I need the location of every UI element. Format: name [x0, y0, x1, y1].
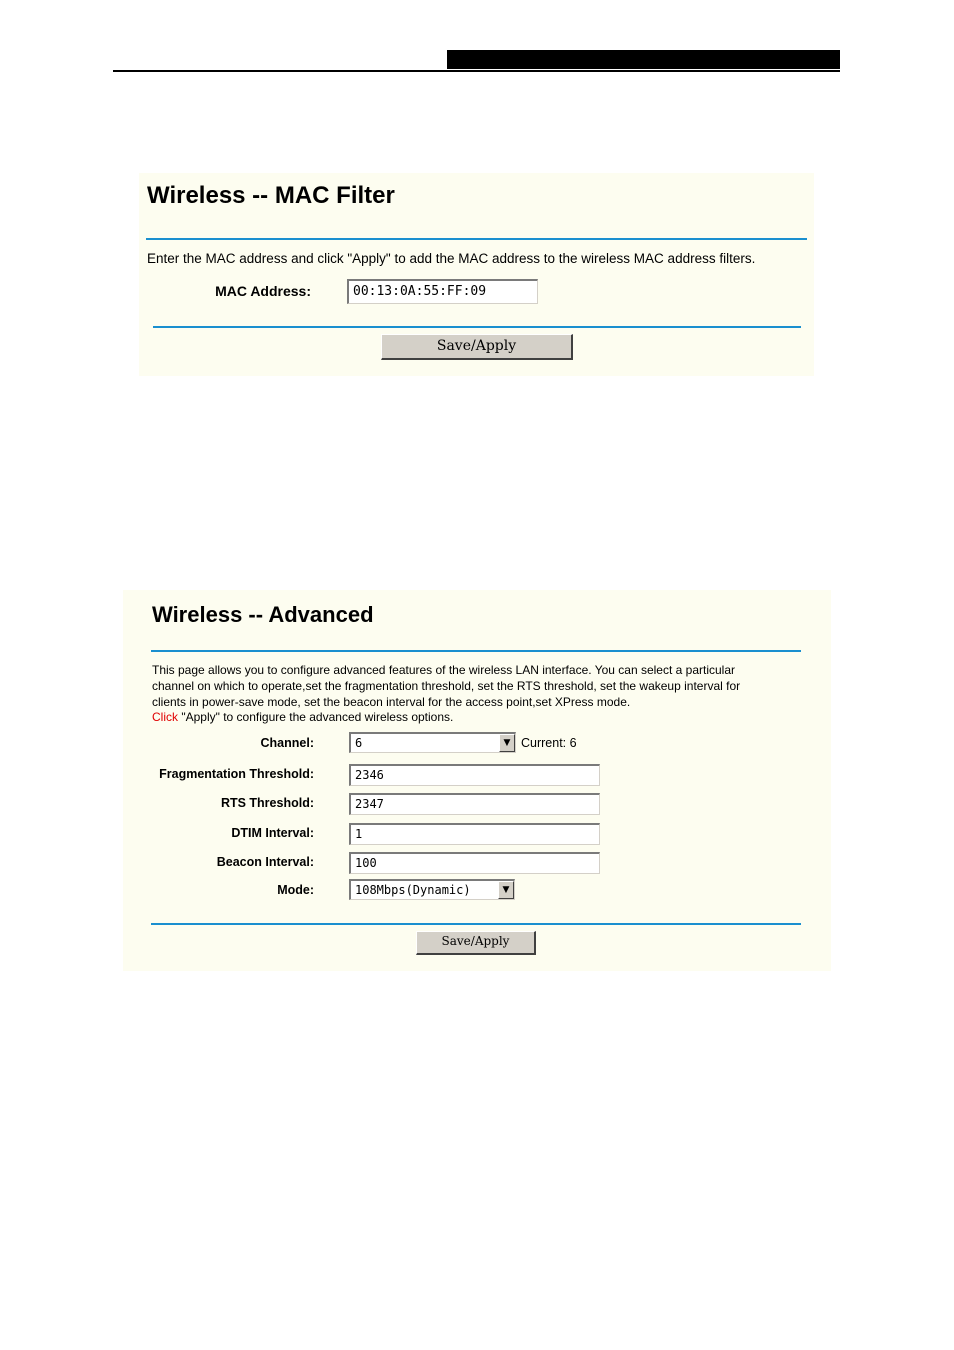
mode-label: Mode: [277, 883, 314, 897]
advanced-description-line-3: clients in power-save mode, set the beacon interval for the access point,set XPress mode. [152, 695, 631, 709]
advanced-apply-instruction [152, 709, 453, 725]
chevron-down-icon[interactable]: ▼ [499, 734, 515, 752]
advanced-description-line-1: This page allows you to configure advanced features of the wireless LAN interface. You can select a particular [152, 663, 736, 677]
mac-address-label: MAC Address: [215, 283, 311, 299]
rts-threshold-label: RTS Threshold: [220, 796, 314, 810]
mac-filter-bottom-rule [153, 326, 801, 328]
mac-filter-title-rule [146, 238, 807, 240]
dtim-interval-input[interactable]: 1 [349, 823, 600, 845]
header-bar [447, 50, 840, 69]
advanced-bottom-rule [151, 923, 801, 925]
fragmentation-threshold-label: Fragmentation Threshold: [159, 767, 314, 781]
advanced-save-apply-button[interactable]: Save/Apply [416, 931, 536, 955]
rts-threshold-input[interactable]: 2347 [349, 793, 600, 815]
channel-select[interactable] [349, 732, 516, 753]
dtim-interval-label: DTIM Interval: [231, 826, 314, 840]
beacon-interval-input[interactable]: 100 [349, 852, 600, 874]
mac-filter-title: Wireless -- MAC Filter [147, 182, 395, 209]
mode-value: 108Mbps(Dynamic) [355, 883, 471, 897]
channel-value: 6 [355, 736, 363, 750]
beacon-interval-label: Beacon Interval: [216, 855, 314, 869]
advanced-description-line-2: channel on which to operate,set the fragmentation threshold, set the RTS threshold, set the wakeup interval for [152, 679, 741, 693]
mac-filter-description: Enter the MAC address and click "Apply" to add the MAC address to the wireless MAC address filters. [147, 251, 756, 266]
channel-label: Channel: [260, 736, 314, 750]
chevron-down-icon[interactable]: ▼ [498, 881, 514, 899]
click-word: Click [152, 710, 178, 724]
advanced-title: Wireless -- Advanced [152, 602, 374, 627]
channel-current: Current: 6 [521, 736, 577, 750]
advanced-title-rule [151, 650, 801, 652]
mac-save-apply-button[interactable]: Save/Apply [381, 334, 573, 360]
header-rule [113, 70, 840, 72]
mac-address-input[interactable]: 00:13:0A:55:FF:09 [347, 279, 538, 304]
advanced-panel [123, 590, 831, 971]
mode-select[interactable] [349, 879, 515, 900]
apply-instruction-text: "Apply" to configure the advanced wireless options. [178, 710, 454, 724]
fragmentation-threshold-input[interactable]: 2346 [349, 764, 600, 786]
mac-filter-panel [139, 173, 814, 376]
